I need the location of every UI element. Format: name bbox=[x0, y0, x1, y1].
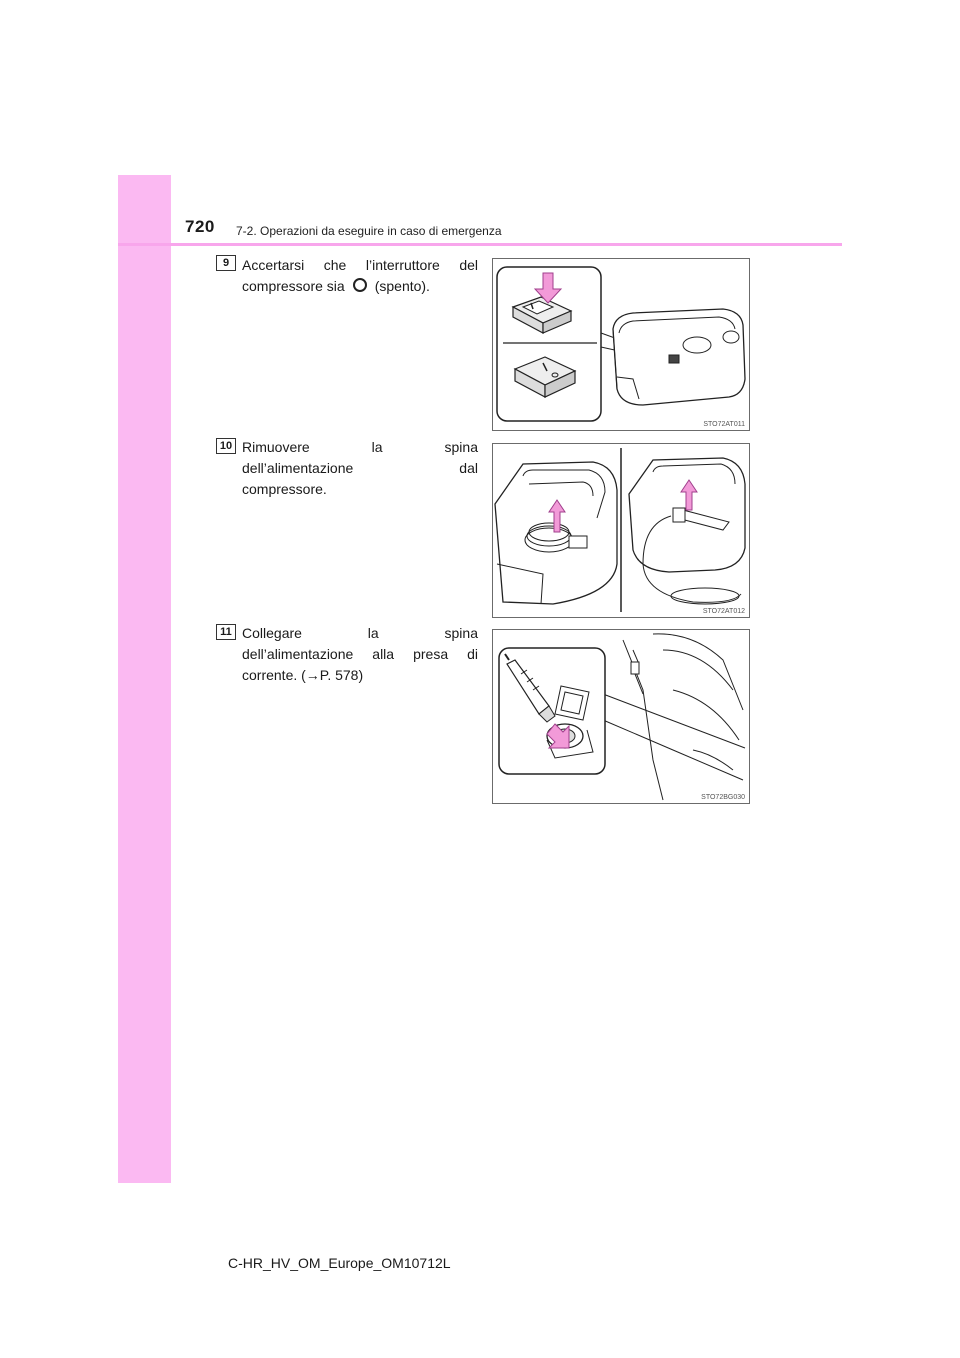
connect-socket-illustration bbox=[493, 630, 749, 803]
header-rule bbox=[118, 243, 842, 246]
figure-remove-plug bbox=[492, 443, 750, 618]
figure-connect-socket bbox=[492, 629, 750, 804]
step-11-line-2: dell’alimentazione alla presa di bbox=[242, 646, 478, 662]
step-10-line-2: dell’alimentazione dal bbox=[242, 460, 478, 476]
step-10-text bbox=[242, 437, 478, 500]
circle-off-icon bbox=[353, 278, 367, 292]
compressor-switch-illustration bbox=[493, 259, 749, 430]
footer-doc-id: C-HR_HV_OM_Europe_OM10712L bbox=[228, 1255, 451, 1271]
step-badge-9: 9 bbox=[216, 255, 236, 271]
chapter-title: 7-2. Operazioni da eseguire in caso di emergenza bbox=[236, 224, 502, 238]
figure-code-9: STO72AT011 bbox=[703, 421, 745, 428]
step-9-line-2 bbox=[242, 276, 478, 297]
step-9-line-1: Accertarsi che l’interruttore del bbox=[242, 257, 478, 273]
step-11-line-1: Collegare la spina bbox=[242, 625, 478, 641]
step-9-line-2-after: (spento). bbox=[374, 278, 430, 294]
step-badge-10: 10 bbox=[216, 438, 236, 454]
side-tab bbox=[118, 175, 171, 1183]
step-11-text bbox=[242, 623, 478, 686]
page-number: 720 bbox=[185, 217, 215, 236]
figure-code-11: STO72BG030 bbox=[701, 794, 745, 801]
remove-plug-illustration bbox=[493, 444, 749, 617]
figure-code-10: STO72AT012 bbox=[702, 608, 745, 615]
step-9-line-2-before: compressore sia bbox=[242, 278, 345, 294]
step-10-line-3: compressore. bbox=[242, 481, 327, 497]
step-badge-11: 11 bbox=[216, 624, 236, 640]
step-9-text bbox=[242, 255, 478, 297]
figure-compressor-switch bbox=[492, 258, 750, 431]
step-11-line-3: corrente. (→P. 578) bbox=[242, 667, 364, 683]
step-10-line-1: Rimuovere la spina bbox=[242, 439, 478, 455]
